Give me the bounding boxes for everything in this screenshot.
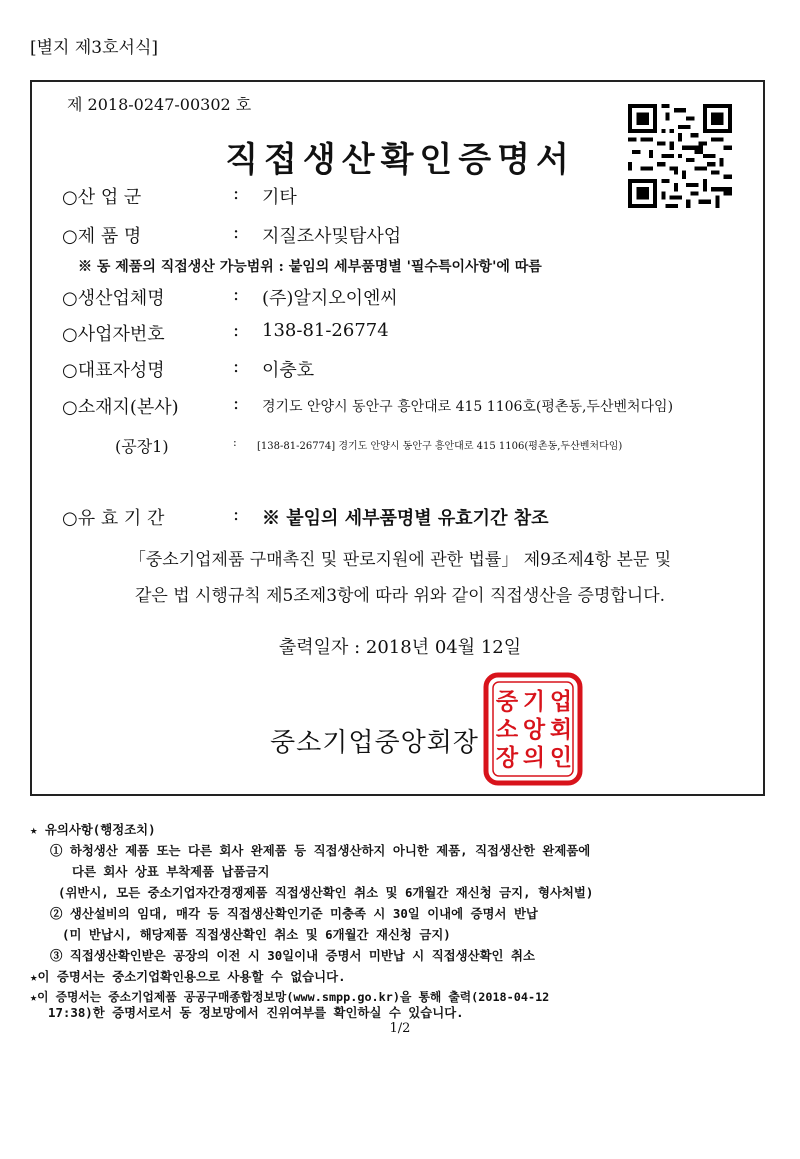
svg-text:의: 의 (522, 745, 546, 771)
business-no-label: ○사업자번호 (62, 324, 165, 345)
note-item2-line2: (미 반납시, 해당제품 직접생산확인 취소 및 6개월간 재신청 금지) (62, 927, 451, 942)
svg-text:기: 기 (522, 689, 546, 715)
note-item2-line1: ② 생산설비의 임대, 매각 등 직접생산확인기준 미충족 시 30일 이내에 증명서 반납 (50, 906, 538, 921)
official-seal-icon (483, 672, 583, 786)
certificate-title: 직접생산확인증명서 (225, 140, 575, 180)
svg-text:중: 중 (495, 689, 519, 715)
svg-text:인: 인 (549, 745, 573, 771)
note-item1-line3: (위반시, 모든 중소기업자간경쟁제품 직접생산확인 취소 및 6개월간 재신청 금지, 형사처벌) (58, 885, 594, 900)
svg-text:장: 장 (495, 745, 519, 771)
note-item1-line1: ① 하청생산 제품 또는 다른 회사 완제품 등 직접생산하지 아니한 제품, 직접생산한 완제품에 (50, 843, 591, 858)
note-item1-line2: 다른 회사 상표 부착제품 납품금지 (72, 864, 270, 879)
representative-value: 이충호 (262, 360, 315, 381)
manufacturer-colon: : (233, 284, 240, 305)
certificate-number: 제 2018-0247-00302 호 (67, 95, 252, 114)
representative-label: ○대표자성명 (62, 360, 165, 381)
product-colon: : (233, 222, 240, 243)
svg-text:회: 회 (549, 717, 573, 743)
address-label: ○소재지(본사) (62, 397, 179, 418)
svg-text:업: 업 (549, 689, 573, 715)
product-value: 지질조사및탐사업 (262, 226, 402, 247)
legal-text-line1: 「중소기업제품 구매촉진 및 판로지원에 관한 법률」 제9조제4항 본문 및 (128, 550, 672, 570)
manufacturer-label: ○생산업체명 (62, 288, 165, 309)
factory-label: (공장1) (115, 437, 169, 456)
qr-code-icon (628, 104, 732, 208)
note-item3: ③ 직접생산확인받은 공장의 이전 시 30일이내 증명서 미반납 시 직접생산확인 취소 (50, 948, 535, 963)
legal-text-line2: 같은 법 시행규칙 제5조제3항에 따라 위와 같이 직접생산을 증명합니다. (134, 586, 666, 606)
validity-colon: : (233, 504, 240, 525)
svg-text:소: 소 (495, 717, 519, 743)
manufacturer-value: (주)알지오이엔씨 (262, 288, 398, 309)
business-no-colon: : (233, 320, 240, 341)
note-star2: ★이 증명서는 중소기업확인용으로 사용할 수 없습니다. (30, 969, 346, 984)
note-star3-line2: 17:38)한 증명서로서 동 정보망에서 진위여부를 확인하실 수 있습니다. (48, 1005, 464, 1020)
scope-note: ※ 동 제품의 직접생산 가능범위 : 붙임의 세부품명별 '필수특이사항'에 따름 (78, 259, 542, 275)
factory-colon: : (233, 436, 237, 449)
business-no-value: 138-81-26774 (262, 320, 389, 341)
industry-label: ○산 업 군 (62, 187, 142, 208)
form-number: [별지 제3호서식] (30, 38, 159, 58)
issuer-name: 중소기업중앙회장 (270, 728, 479, 758)
validity-label: ○유 효 기 간 (62, 508, 165, 529)
industry-colon: : (233, 183, 240, 204)
industry-value: 기타 (262, 187, 297, 208)
issue-date: 출력일자 : 2018년 04월 12일 (278, 637, 522, 658)
notes-heading: ★ 유의사항(행정조치) (30, 822, 156, 837)
note-star3-line1: ★이 증명서는 중소기업제품 공공구매종합정보망(www.smpp.go.kr)을 통해 출력(2018-04-12 (30, 990, 550, 1004)
page-number: 1/2 (389, 1021, 411, 1036)
representative-colon: : (233, 356, 240, 377)
validity-value: ※ 붙임의 세부품명별 유효기간 참조 (262, 508, 549, 529)
address-colon: : (233, 393, 240, 414)
address-value: 경기도 안양시 동안구 흥안대로 415 1106호(평촌동,두산벤처다임) (262, 399, 674, 415)
product-label: ○제 품 명 (62, 226, 142, 247)
factory-value: [138-81-26774] 경기도 안양시 동안구 흥안대로 415 1106(평촌동,두산벤처다임) (257, 441, 623, 452)
svg-text:앙: 앙 (522, 717, 546, 743)
